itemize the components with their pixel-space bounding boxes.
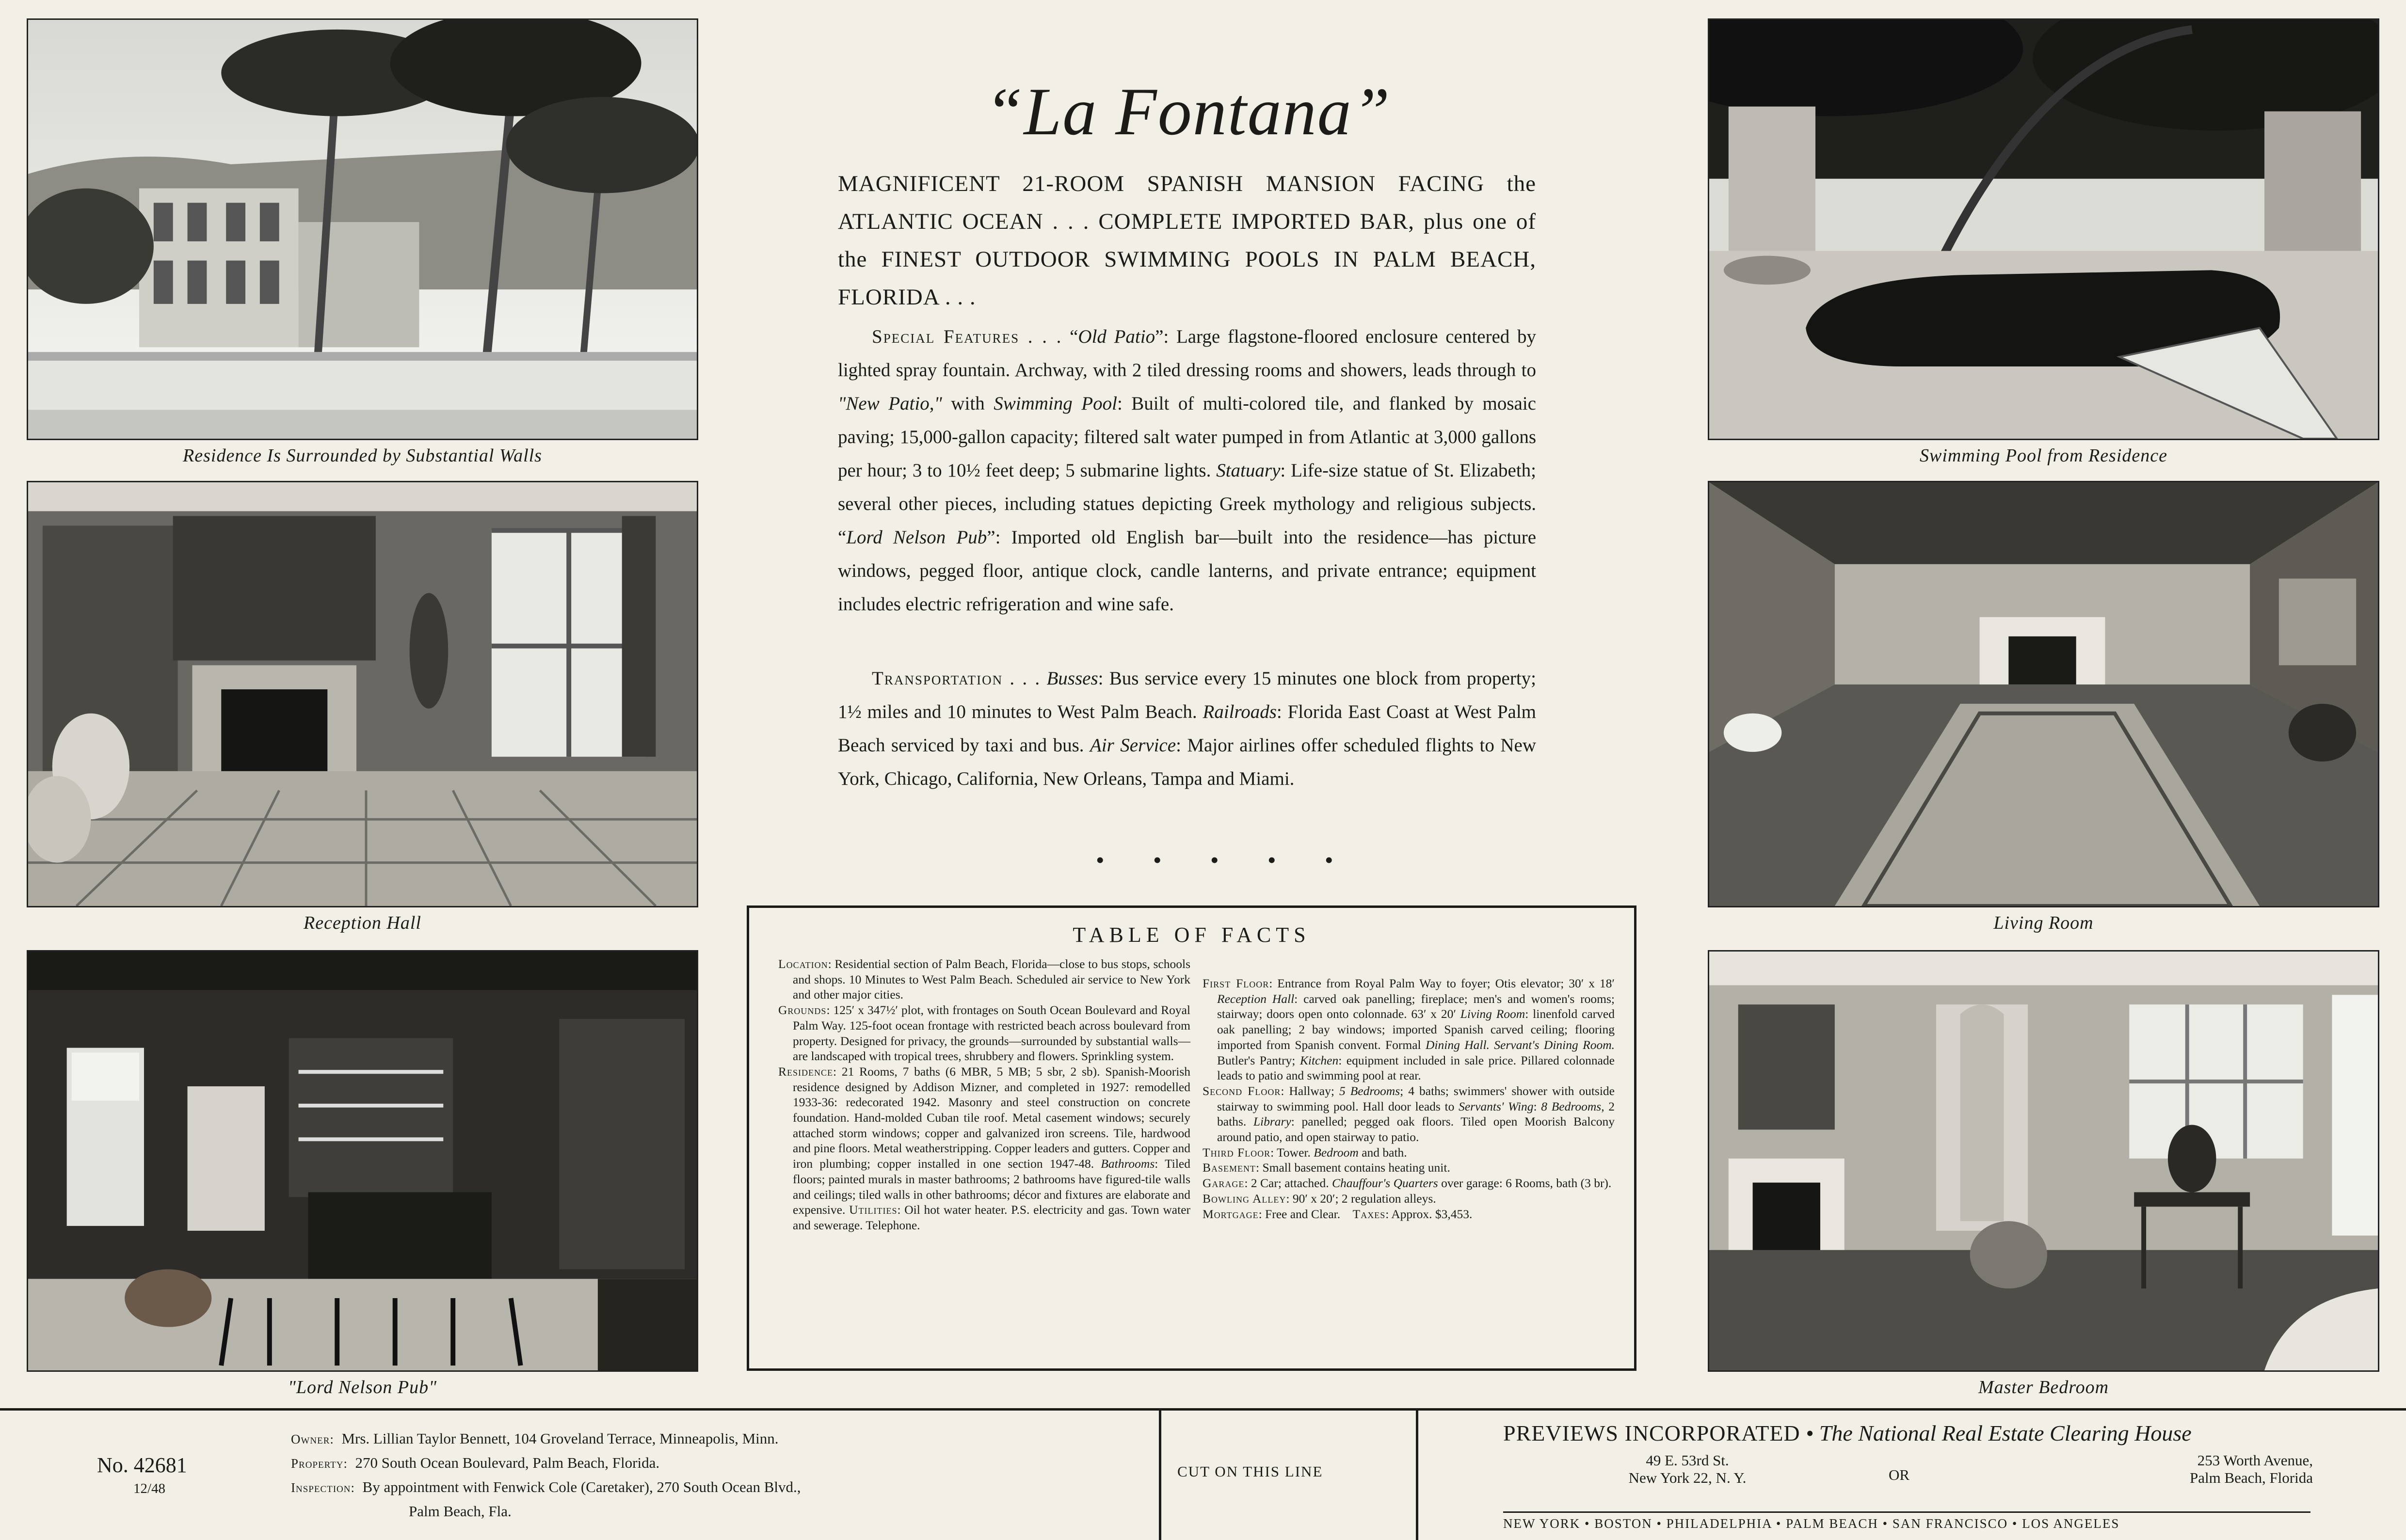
listing-date: 12/48 — [133, 1481, 166, 1496]
company-line — [1503, 1420, 2192, 1446]
caption-master-bedroom: Master Bedroom — [1978, 1377, 2109, 1397]
listing-number: No. 42681 — [97, 1453, 187, 1477]
fact-mortgage-taxes: Mortgage: Free and Clear. Taxes: Approx. $3,453. — [1203, 1207, 1473, 1221]
caption-residence: Residence Is Surrounded by Substantial Walls — [183, 445, 542, 466]
fact-bowling-alley: Bowling Alley: 90′ x 20′; 2 regulation alleys. — [1203, 1191, 1436, 1206]
facts-column-right — [1203, 947, 1615, 1222]
photo-swimming-pool — [1708, 18, 2379, 440]
footer-rule-cities — [1503, 1511, 2310, 1513]
owner-line: Owner: Mrs. Lillian Taylor Bennett, 104 Groveland Terrace, Minneapolis, Minn. — [291, 1430, 779, 1447]
fact-basement: Basement: Small basement contains heating unit. — [1203, 1160, 1450, 1175]
photo-lord-nelson-pub — [27, 950, 698, 1372]
fact-residence: Residence: 21 Rooms, 7 baths (6 MBR, 5 MB; 5 sbr, 2 sb). Spanish-Moorish residence designed by Addison Mizner, and completed in 1927: remodelled 1933-36: redecorated 1942. Masonry and steel construction on concrete foundation. Hand-molded Cuban tile roof. Metal casement windows; securely attached storm windows; copper and galvanized iron screens. Tile, hardwood and pine floors. Metal weatherstripping. Copper leaders and gutters. Copper and iron plumbing; copper installed in one section 1947-48. Bathrooms: Tiled floors; painted murals in master bathrooms; 2 bathrooms have figured-tile walls and ceilings; tiled walls in other bathrooms; décor and fixtures are elaborate and expensive. Utilities: Oil hot water heater. P.S. electricity and gas. Town water and sewerage. Telephone. — [778, 1064, 1191, 1232]
footer-divider-right — [1416, 1408, 1418, 1540]
office-cities: NEW YORK • BOSTON • PHILADELPHIA • PALM BEACH • SAN FRANCISCO • LOS ANGELES — [1503, 1516, 2120, 1531]
photo-reception-hall — [27, 481, 698, 907]
photo-living-room — [1708, 481, 2379, 907]
inspection-line-2: Palm Beach, Fla. — [409, 1503, 512, 1520]
fact-grounds: Grounds: 125′ x 347½′ plot, with frontages on South Ocean Boulevard and Royal Palm Way. 125-foot ocean frontage with restricted beach across boulevard from property. Designed for privacy, the grounds—surrounded by substantial walls—are landscaped with tropical trees, shrubbery and flowers. Sprinkling system. — [778, 1003, 1190, 1064]
fact-third-floor: Third Floor: Tower. Bedroom and bath. — [1203, 1145, 1407, 1159]
company-tagline: • The National Real Estate Clearing House — [1806, 1421, 2192, 1445]
facts-column-left — [778, 956, 1190, 1233]
caption-lord-nelson-pub: "Lord Nelson Pub" — [288, 1377, 437, 1397]
fact-second-floor: Second Floor: Hallway; 5 Bedrooms; 4 baths; swimmers' shower with outside stairway to swimming pool. Hall door leads to Servants' Wing: 8 Bedrooms, 2 baths. Library: panelled; pegged oak floors. Tiled open Moorish Balcony around patio, and open stairway to patio. — [1203, 1083, 1615, 1144]
special-features-label: Special Features . . . — [872, 326, 1062, 347]
footer-rule-top — [0, 1408, 2406, 1411]
address-new-york: 49 E. 53rd St. New York 22, N. Y. — [1628, 1452, 1747, 1486]
page-title: “La Fontana” — [985, 74, 1391, 149]
cut-line-label: CUT ON THIS LINE — [1177, 1463, 1323, 1480]
fact-location: Location: Residential section of Palm Beach, Florida—close to bus stops, schools and shops. 10 Minutes to West Palm Beach. Scheduled air service to New York and other major cities. — [778, 957, 1190, 1002]
footer-divider-left — [1159, 1408, 1161, 1540]
headline: MAGNIFICENT 21-ROOM SPANISH MANSION FACING the ATLANTIC OCEAN . . . COMPLETE IMPORTED BAR, plus one of the FINEST OUTDOOR SWIMMING POOLS IN PALM BEACH, FLORIDA . . . — [838, 171, 1536, 310]
photo-residence — [27, 18, 698, 440]
transportation-label: Transportation . . . — [872, 668, 1041, 689]
table-of-facts — [747, 905, 1636, 1371]
transportation-paragraph: Transportation . . . Busses: Bus service every 15 minutes one block from property; 1½ miles and 10 minutes to West Palm Beach. Railroads: Florida East Coast at West Palm Beach serviced by taxi and bus. Air Service: Major airlines offer scheduled flights to New York, Chicago, California, New Orleans, Tampa and Miami. — [838, 668, 1537, 789]
caption-reception-hall: Reception Hall — [304, 913, 421, 933]
special-features-paragraph: Special Features . . . “Old Patio”: Large flagstone-floored enclosure centered by lighted spray fountain. Archway, with 2 tiled dressing rooms and showers, leads through to "New Patio," with Swimming Pool: Built of multi-colored tile, and flanked by mosaic paving; 15,000-gallon capacity; filtered salt water pumped in from Atlantic at 3,000 gallons per hour; 3 to 10½ feet deep; 5 submarine lights. Statuary: Life-size statue of St. Elizabeth; several other pieces, including statues depicting Greek mythology and religious subjects. “Lord Nelson Pub”: Imported old English bar—built into the residence—has picture windows, pegged floor, antique clock, candle lanterns, and private entrance; equipment includes electric refrigeration and wine safe. — [838, 326, 1536, 615]
caption-living-room: Living Room — [1993, 913, 2094, 933]
property-line: Property: 270 South Ocean Boulevard, Palm Beach, Florida. — [291, 1454, 660, 1471]
address-palm-beach: 253 Worth Avenue, Palm Beach, Florida — [2190, 1452, 2313, 1486]
fact-garage: Garage: 2 Car; attached. Chauffour's Quarters over garage: 6 Rooms, bath (3 br). — [1203, 1176, 1612, 1191]
caption-swimming-pool: Swimming Pool from Residence — [1919, 445, 2167, 466]
company-name: PREVIEWS INCORPORATED — [1503, 1421, 1800, 1445]
photo-master-bedroom — [1708, 950, 2379, 1372]
or-label: OR — [1889, 1466, 1910, 1483]
separator-dots: • • • • • — [1096, 846, 1355, 873]
inspection-line: Inspection: By appointment with Fenwick Cole (Caretaker), 270 South Ocean Blvd., — [291, 1478, 801, 1495]
fact-first-floor: First Floor: Entrance from Royal Palm Way to foyer; Otis elevator; 30′ x 18′ Reception Hall: carved oak panelling; fireplace; men's and women's rooms; stairway; doors open onto colonnade. 63′ x 20′ Living Room: linenfold carved oak panelling; 2 bay windows; imported Spanish carved ceiling; flooring imported from Spanish convent. Formal Dining Hall. Servant's Dining Room. Butler's Pantry; Kitchen: equipment included in sale price. Pillared colonnade leads to patio and swimming pool at rear. — [1203, 976, 1615, 1083]
table-of-facts-title: TABLE OF FACTS — [1073, 923, 1311, 947]
